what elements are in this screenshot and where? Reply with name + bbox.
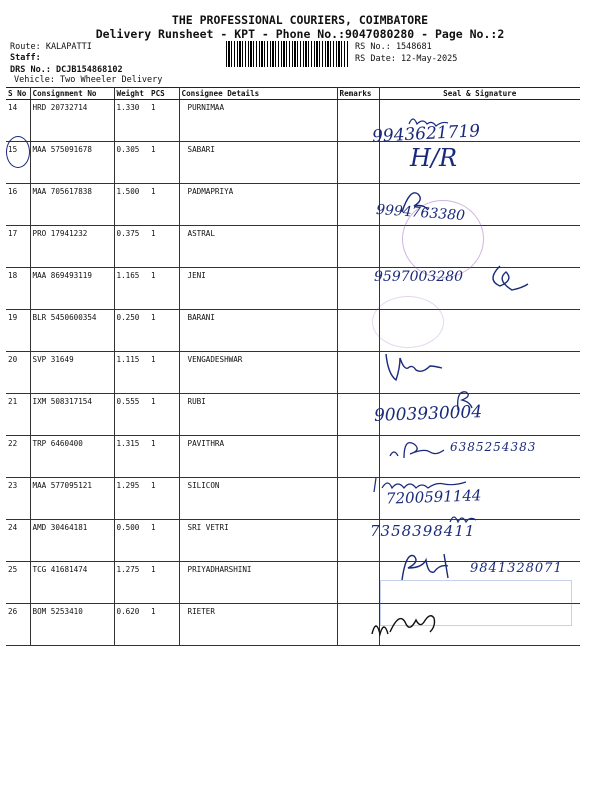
col-consignment: Consignment No [30, 88, 114, 100]
row-consignment-no: BLR 5450600354 [30, 310, 114, 352]
row-consignment-no: IXM 508317154 [30, 394, 114, 436]
row-consignee: BARANI [179, 310, 337, 352]
row-pcs: 1 [149, 352, 179, 394]
signature-25 [398, 548, 468, 584]
table-row [6, 520, 580, 562]
row-pcs: 1 [149, 562, 179, 604]
row-pcs: 1 [149, 142, 179, 184]
row-remarks [337, 268, 379, 310]
row-sno: 23 [6, 478, 30, 520]
row-remarks [337, 226, 379, 268]
row-weight: 0.555 [114, 394, 149, 436]
row-pcs: 1 [149, 478, 179, 520]
row-consignee: SRI VETRI [179, 520, 337, 562]
row-consignment-no: BOM 5253410 [30, 604, 114, 646]
row-consignee: PRIYADHARSHINI [179, 562, 337, 604]
row-sno: 21 [6, 394, 30, 436]
row-sno: 15 [6, 142, 30, 184]
row-sno: 20 [6, 352, 30, 394]
row-weight: 0.375 [114, 226, 149, 268]
handwritten-phone-14: 9943621719 [371, 121, 481, 147]
row-sno: 22 [6, 436, 30, 478]
row-weight: 1.295 [114, 478, 149, 520]
rs-date: RS Date: 12-May-2025 [355, 54, 458, 64]
row-pcs: 1 [149, 100, 179, 142]
row-sno: 26 [6, 604, 30, 646]
table-header-row [6, 88, 580, 100]
signature-20 [380, 350, 460, 382]
table-row [6, 394, 580, 436]
row-sno: 17 [6, 226, 30, 268]
row-pcs: 1 [149, 394, 179, 436]
handwritten-phone-22: 6385254383 [450, 440, 537, 454]
row-sno: 19 [6, 310, 30, 352]
row-15-circle-mark [6, 136, 30, 168]
handwritten-phone-18: 9597003280 [374, 269, 464, 285]
row-sno: 14 [6, 100, 30, 142]
row-consignment-no: MAA 575091678 [30, 142, 114, 184]
signature-26 [370, 606, 446, 638]
row-weight: 0.250 [114, 310, 149, 352]
row-remarks [337, 352, 379, 394]
handwritten-phone-25: 9841328071 [470, 561, 563, 576]
row-pcs: 1 [149, 520, 179, 562]
row-consignment-no: SVP 31649 [30, 352, 114, 394]
row-consignment-no: TCG 41681474 [30, 562, 114, 604]
vehicle-label: Vehicle: Two Wheeler Delivery [14, 75, 163, 85]
row-weight: 1.330 [114, 100, 149, 142]
row-sno: 16 [6, 184, 30, 226]
row-consignee: ASTRAL [179, 226, 337, 268]
row-consignment-no: MAA 577095121 [30, 478, 114, 520]
row-consignee: SILICON [179, 478, 337, 520]
row-consignee: PADMAPRIYA [179, 184, 337, 226]
row-consignment-no: PRO 17941232 [30, 226, 114, 268]
handwritten-phone-16: 9994763380 [375, 201, 466, 225]
table-row [6, 478, 580, 520]
col-signature: Seal & Signature [379, 88, 580, 100]
row-pcs: 1 [149, 268, 179, 310]
row-consignment-no: MAA 869493119 [30, 268, 114, 310]
row-consignee: VENGADESHWAR [179, 352, 337, 394]
row-remarks [337, 394, 379, 436]
row-consignee: PURNIMAA [179, 100, 337, 142]
row-remarks [337, 436, 379, 478]
table-row [6, 184, 580, 226]
staff-label: Staff: [10, 53, 41, 63]
row-remarks [337, 184, 379, 226]
row-weight: 0.305 [114, 142, 149, 184]
handwritten-phone-23: 7200591144 [385, 486, 482, 508]
row-weight: 0.500 [114, 520, 149, 562]
table-row [6, 310, 580, 352]
col-sno: S No [6, 88, 30, 100]
row-weight: 1.115 [114, 352, 149, 394]
row-consignment-no: MAA 705617838 [30, 184, 114, 226]
document-subtitle: Delivery Runsheet - KPT - Phone No.:9047080280 - Page No.:2 [95, 27, 505, 41]
handwritten-phone-24: 7358398411 [370, 522, 476, 540]
row-consignee: RIETER [179, 604, 337, 646]
barcode [226, 41, 348, 67]
col-remarks: Remarks [337, 88, 379, 100]
row-sno: 18 [6, 268, 30, 310]
row-weight: 1.500 [114, 184, 149, 226]
col-weight: Weight [114, 88, 149, 100]
row-sno: 25 [6, 562, 30, 604]
row-pcs: 1 [149, 226, 179, 268]
row-consignment-no: TRP 6460400 [30, 436, 114, 478]
row-consignee: SABARI [179, 142, 337, 184]
row-consignee: JENI [179, 268, 337, 310]
handwritten-phone-21: 9003930004 [373, 402, 483, 426]
row-weight: 1.275 [114, 562, 149, 604]
row-pcs: 1 [149, 436, 179, 478]
signature-18 [480, 262, 530, 296]
row-consignment-no: AMD 30464181 [30, 520, 114, 562]
row-weight: 1.165 [114, 268, 149, 310]
row-pcs: 1 [149, 310, 179, 352]
handwritten-hr-15: H/R [410, 144, 458, 172]
col-pcs: PCS [149, 88, 179, 100]
row-remarks [337, 562, 379, 604]
row-weight: 1.315 [114, 436, 149, 478]
row-consignment-no: HRD 20732714 [30, 100, 114, 142]
route-label: Route: KALAPATTI [10, 42, 92, 52]
faded-seal-stamp [372, 296, 444, 348]
signature-22 [386, 432, 446, 462]
table-row [6, 352, 580, 394]
document-title: THE PROFESSIONAL COURIERS, COIMBATORE [171, 13, 429, 27]
rs-number: RS No.: 1548681 [355, 42, 432, 52]
row-pcs: 1 [149, 604, 179, 646]
row-sno: 24 [6, 520, 30, 562]
drs-number: DRS No.: DCJB154868102 [10, 65, 123, 75]
row-weight: 0.620 [114, 604, 149, 646]
row-consignee: RUBI [179, 394, 337, 436]
row-pcs: 1 [149, 184, 179, 226]
col-consignee: Consignee Details [179, 88, 337, 100]
row-consignee: PAVITHRA [179, 436, 337, 478]
